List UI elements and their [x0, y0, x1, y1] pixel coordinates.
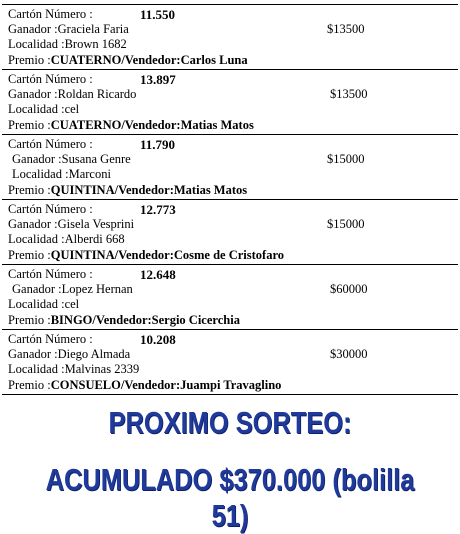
- prize-amount: $13500: [330, 87, 368, 101]
- carton-label: Cartón Número :: [8, 202, 93, 216]
- prize-line: [8, 53, 248, 68]
- winner-entry: [2, 200, 458, 265]
- winner-name: Ganador :Lopez Hernan: [12, 282, 133, 296]
- winner-name: Ganador :Roldan Ricardo: [8, 87, 137, 101]
- next-draw-heading: PROXIMO SORTEO:: [108, 405, 352, 440]
- carton-label: Cartón Número :: [8, 332, 93, 346]
- prize-value: QUINTINA/Vendedor:Matias Matos: [50, 183, 248, 197]
- carton-label: Cartón Número :: [8, 7, 93, 21]
- prize-label: Premio :: [8, 118, 51, 132]
- prize-line: [8, 378, 281, 393]
- prize-value: BINGO/Vendedor:Sergio Cicerchia: [50, 313, 240, 327]
- prize-amount: $15000: [327, 217, 365, 231]
- carton-number: 13.897: [140, 72, 176, 87]
- carton-number: 12.648: [140, 267, 176, 282]
- winner-locality: Localidad :Alberdi 668: [8, 232, 125, 246]
- prize-value: CONSUELO/Vendedor:Juampi Travaglino: [50, 378, 282, 392]
- prize-line: [8, 248, 284, 263]
- carton-label: Cartón Número :: [8, 137, 93, 151]
- winner-name: Ganador :Diego Almada: [8, 347, 131, 361]
- winner-entry: [2, 330, 458, 394]
- prize-amount: $15000: [327, 152, 365, 166]
- winner-name: Ganador :Susana Genre: [12, 152, 131, 166]
- winners-table: [2, 4, 458, 395]
- prize-label: Premio :: [8, 248, 51, 262]
- carton-label: Cartón Número :: [8, 267, 93, 281]
- winner-entry: [2, 135, 458, 200]
- winner-locality: Localidad :Brown 1682: [8, 37, 127, 51]
- prize-label: Premio :: [8, 378, 51, 392]
- prize-label: Premio :: [8, 183, 51, 197]
- carton-number: 12.773: [140, 202, 176, 217]
- winner-locality: Localidad :cel: [8, 297, 80, 311]
- prize-value: CUATERNO/Vendedor:Matias Matos: [50, 118, 254, 132]
- winner-locality: Localidad :Marconi: [12, 167, 111, 181]
- winner-name: Ganador :Graciela Faria: [8, 22, 129, 36]
- carton-number: 10.208: [140, 332, 176, 347]
- winner-entry: [2, 70, 458, 135]
- winner-name: Ganador :Gisela Vesprini: [8, 217, 135, 231]
- prize-amount: $30000: [330, 347, 368, 361]
- accumulated-prize-text: ACUMULADO $370.000 (bolilla 51): [45, 462, 415, 533]
- winner-entry: [2, 265, 458, 330]
- prize-line: [8, 118, 254, 133]
- prize-amount: $60000: [330, 282, 368, 296]
- winner-locality: Localidad :cel: [8, 102, 80, 116]
- carton-number: 11.550: [140, 7, 176, 22]
- prize-line: [8, 313, 240, 328]
- prize-line: [8, 183, 247, 198]
- prize-amount: $13500: [327, 22, 365, 36]
- winner-locality: Localidad :Malvinas 2339: [8, 362, 140, 376]
- prize-value: CUATERNO/Vendedor:Carlos Luna: [50, 53, 248, 67]
- prize-label: Premio :: [8, 53, 51, 67]
- carton-label: Cartón Número :: [8, 72, 93, 86]
- carton-number: 11.790: [140, 137, 176, 152]
- prize-value: QUINTINA/Vendedor:Cosme de Cristofaro: [50, 248, 285, 262]
- winner-entry: [2, 5, 458, 70]
- prize-label: Premio :: [8, 313, 51, 327]
